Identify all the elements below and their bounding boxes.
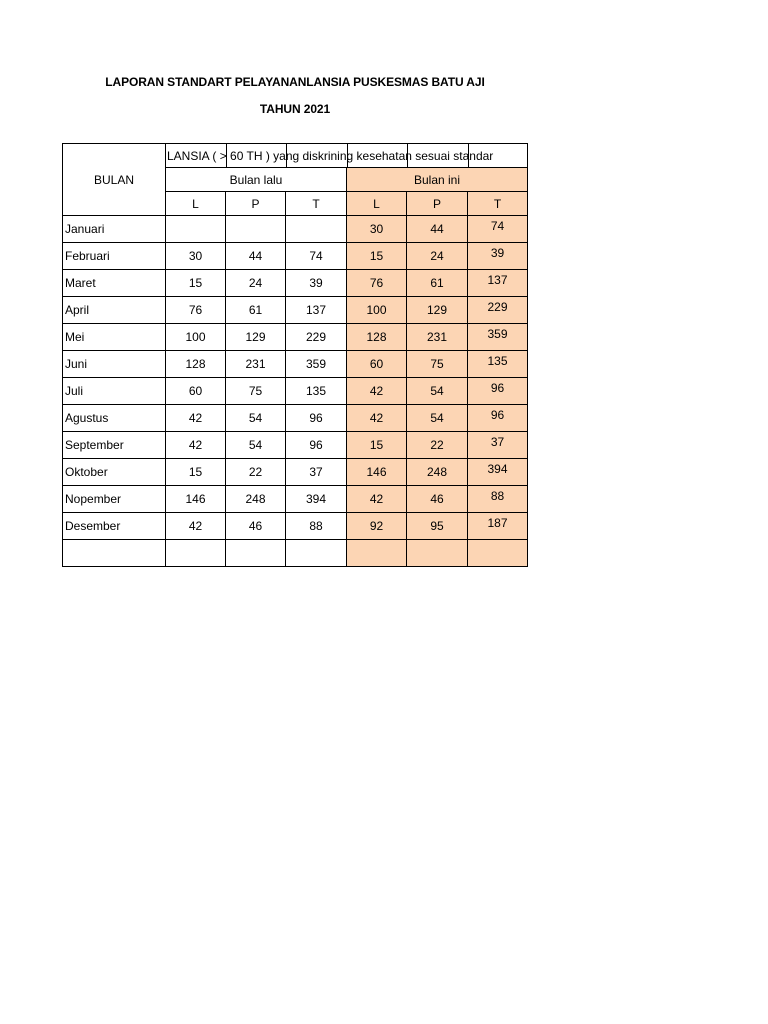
gridline [347, 144, 348, 167]
prev-l-cell [166, 540, 226, 567]
prev-p-cell: 248 [226, 486, 286, 513]
prev-p-cell: 54 [226, 432, 286, 459]
table-row [63, 513, 528, 540]
prev-l-cell: 42 [166, 513, 226, 540]
curr-p-cell: 54 [407, 378, 468, 405]
month-cell: Agustus [63, 405, 166, 432]
prev-t-cell: 135 [286, 378, 347, 405]
curr-t-cell: 229 [468, 297, 528, 324]
month-cell: April [63, 297, 166, 324]
curr-t-cell: 37 [468, 432, 528, 459]
gridline [226, 144, 227, 167]
curr-p-cell: 61 [407, 270, 468, 297]
prev-p-cell [226, 540, 286, 567]
curr-p-cell: 54 [407, 405, 468, 432]
curr-p-cell [407, 540, 468, 567]
prev-p-cell: 46 [226, 513, 286, 540]
curr-t-cell: 359 [468, 324, 528, 351]
curr-t-cell [468, 540, 528, 567]
table-row [63, 324, 528, 351]
prev-l-cell: 42 [166, 405, 226, 432]
report-title: LAPORAN STANDART PELAYANANLANSIA PUSKESMAS BATU AJI [105, 75, 485, 89]
curr-t-cell: 74 [468, 216, 528, 243]
curr-l-cell: 100 [347, 297, 407, 324]
prev-t-cell: 39 [286, 270, 347, 297]
table-row [63, 432, 528, 459]
curr-p-cell: 22 [407, 432, 468, 459]
lansia-header [166, 144, 528, 168]
curr-t-cell: 39 [468, 243, 528, 270]
curr-l-cell: 92 [347, 513, 407, 540]
prev-p-cell: 129 [226, 324, 286, 351]
month-cell: Oktober [63, 459, 166, 486]
prev-t-cell: 96 [286, 405, 347, 432]
curr-p-cell: 95 [407, 513, 468, 540]
prev-p-cell: 75 [226, 378, 286, 405]
month-cell: Mei [63, 324, 166, 351]
prev-t-cell: 359 [286, 351, 347, 378]
prev-p-cell: 54 [226, 405, 286, 432]
table-row [63, 540, 528, 567]
prev-l-cell: 128 [166, 351, 226, 378]
curr-t-cell: 135 [468, 351, 528, 378]
table-row [63, 297, 528, 324]
curr-l-cell: 42 [347, 486, 407, 513]
lansia-header-text: LANSIA ( > 60 TH ) yang diskrining kesehatan sesuai standar [167, 148, 494, 163]
prev-t-cell [286, 216, 347, 243]
curr-l-cell: 76 [347, 270, 407, 297]
month-cell: September [63, 432, 166, 459]
header-row-1 [63, 144, 528, 168]
table-row [63, 405, 528, 432]
curr-p-cell: 231 [407, 324, 468, 351]
curr-l-cell: 146 [347, 459, 407, 486]
curr-l-cell: 42 [347, 378, 407, 405]
report-year: TAHUN 2021 [259, 102, 331, 116]
prev-t-cell: 96 [286, 432, 347, 459]
prev-t-cell: 37 [286, 459, 347, 486]
curr-p-cell: 248 [407, 459, 468, 486]
bulan-header: BULAN [63, 144, 166, 216]
month-cell: Nopember [63, 486, 166, 513]
prev-t-cell: 88 [286, 513, 347, 540]
curr-l-cell: 15 [347, 243, 407, 270]
curr-t-cell: 187 [468, 513, 528, 540]
prev-l-cell [166, 216, 226, 243]
month-cell: Juli [63, 378, 166, 405]
prev-l-cell: 30 [166, 243, 226, 270]
prev-p-cell: 61 [226, 297, 286, 324]
prev-t-cell [286, 540, 347, 567]
col-header-prev-t: T [286, 192, 347, 216]
curr-t-cell: 96 [468, 378, 528, 405]
prev-t-cell: 394 [286, 486, 347, 513]
prev-l-cell: 15 [166, 459, 226, 486]
col-header-curr-t: T [468, 192, 528, 216]
curr-p-cell: 46 [407, 486, 468, 513]
prev-p-cell: 44 [226, 243, 286, 270]
curr-l-cell: 60 [347, 351, 407, 378]
prev-p-cell: 24 [226, 270, 286, 297]
month-cell: Januari [63, 216, 166, 243]
month-cell: Februari [63, 243, 166, 270]
bulan-ini-header: Bulan ini [347, 168, 528, 192]
col-header-prev-l: L [166, 192, 226, 216]
month-cell [63, 540, 166, 567]
curr-l-cell [347, 540, 407, 567]
month-cell: Juni [63, 351, 166, 378]
prev-p-cell [226, 216, 286, 243]
curr-l-cell: 42 [347, 405, 407, 432]
curr-p-cell: 129 [407, 297, 468, 324]
table-row [63, 270, 528, 297]
table-row [63, 351, 528, 378]
col-header-curr-l: L [347, 192, 407, 216]
curr-t-cell: 137 [468, 270, 528, 297]
table-row [63, 459, 528, 486]
gridline [286, 144, 287, 167]
report-table [62, 143, 528, 567]
col-header-prev-p: P [226, 192, 286, 216]
curr-p-cell: 24 [407, 243, 468, 270]
prev-t-cell: 137 [286, 297, 347, 324]
col-header-curr-p: P [407, 192, 468, 216]
prev-l-cell: 60 [166, 378, 226, 405]
month-cell: Desember [63, 513, 166, 540]
table-row [63, 378, 528, 405]
prev-l-cell: 146 [166, 486, 226, 513]
bulan-lalu-header: Bulan lalu [166, 168, 347, 192]
prev-t-cell: 229 [286, 324, 347, 351]
curr-p-cell: 75 [407, 351, 468, 378]
gridline [468, 144, 469, 167]
curr-l-cell: 15 [347, 432, 407, 459]
prev-p-cell: 22 [226, 459, 286, 486]
table-row [63, 486, 528, 513]
curr-t-cell: 96 [468, 405, 528, 432]
prev-l-cell: 42 [166, 432, 226, 459]
gridline [407, 144, 408, 167]
curr-t-cell: 88 [468, 486, 528, 513]
curr-l-cell: 30 [347, 216, 407, 243]
month-cell: Maret [63, 270, 166, 297]
prev-l-cell: 76 [166, 297, 226, 324]
curr-p-cell: 44 [407, 216, 468, 243]
prev-l-cell: 15 [166, 270, 226, 297]
table-row [63, 216, 528, 243]
curr-l-cell: 128 [347, 324, 407, 351]
prev-t-cell: 74 [286, 243, 347, 270]
prev-p-cell: 231 [226, 351, 286, 378]
prev-l-cell: 100 [166, 324, 226, 351]
table-row [63, 243, 528, 270]
curr-t-cell: 394 [468, 459, 528, 486]
